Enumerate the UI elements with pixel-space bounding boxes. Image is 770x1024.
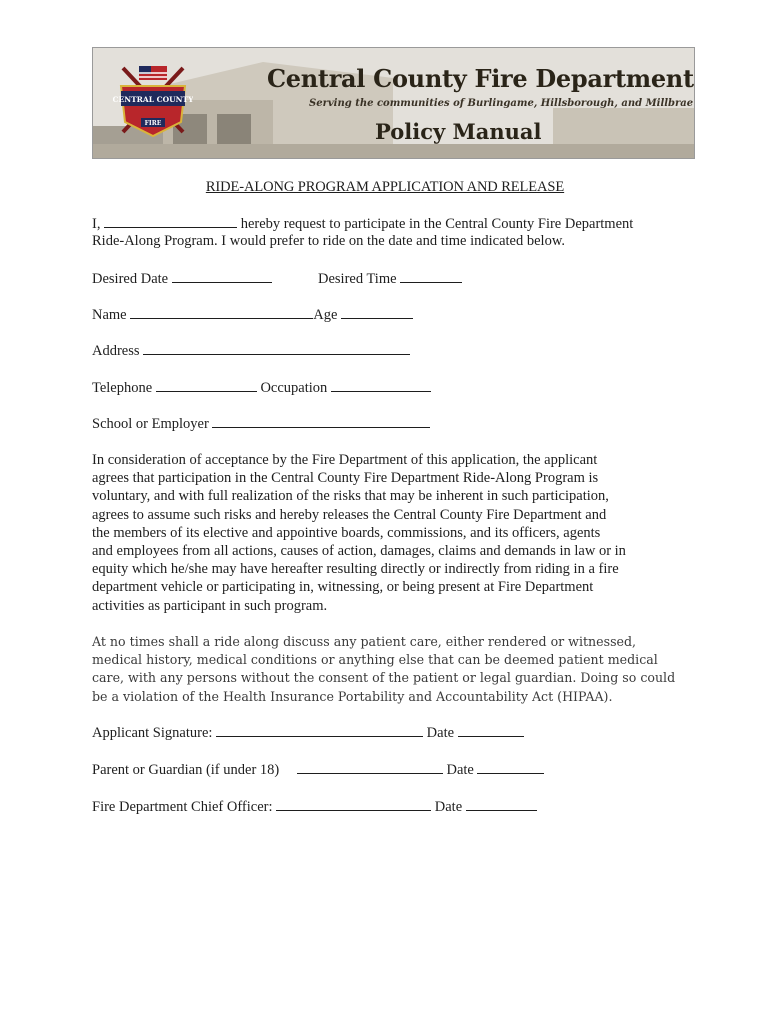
parent-signature-row — [92, 761, 544, 779]
release-line: In consideration of acceptance by the Fire Department of this application, the applicant — [92, 452, 598, 468]
desired-date-field[interactable] — [172, 270, 272, 283]
name-label: Name — [92, 307, 127, 323]
intro-prefix: I, — [92, 216, 101, 232]
address-label: Address — [92, 343, 140, 359]
chief-signature-field[interactable] — [276, 798, 431, 811]
release-line: agrees that participation in the Central County Fire Department Ride-Along Program is — [92, 470, 599, 487]
parent-label: Parent or Guardian (if under 18) — [92, 762, 280, 778]
desired-time-label: Desired Time — [318, 271, 397, 287]
release-line: equity which he/she may have hereafter resulting directly or indirectly from riding in a fire — [92, 561, 619, 578]
seal-top-text: CENTRAL COUNTY — [113, 95, 193, 104]
intro-line-1 — [92, 215, 633, 233]
age-label: Age — [313, 307, 338, 323]
occupation-field[interactable] — [331, 379, 431, 392]
header-banner — [92, 47, 695, 159]
parent-signature-field[interactable] — [297, 761, 443, 774]
release-line: activities as participant in such program. — [92, 597, 328, 614]
chief-date-field[interactable] — [466, 798, 537, 811]
address-field[interactable] — [143, 342, 410, 355]
department-name: Central County Fire Department — [267, 64, 694, 93]
hipaa-line: be a violation of the Health Insurance Portability and Accountability Act (HIPAA). — [92, 688, 613, 704]
name-field[interactable] — [130, 306, 313, 319]
school-field[interactable] — [212, 415, 430, 428]
chief-date-label: Date — [434, 799, 463, 815]
form-title: RIDE-ALONG PROGRAM APPLICATION AND RELEASE — [205, 179, 565, 195]
chief-label: Fire Department Chief Officer: — [92, 799, 273, 815]
policy-manual-heading: Policy Manual — [375, 119, 542, 144]
parent-date-label: Date — [446, 762, 474, 778]
applicant-date-field[interactable] — [458, 724, 524, 737]
applicant-name-blank[interactable] — [104, 215, 237, 228]
applicant-signature-field[interactable] — [216, 724, 423, 737]
desired-time-field[interactable] — [400, 270, 462, 283]
hipaa-line: medical history, medical conditions or anything else that can be deemed patient medical — [92, 652, 658, 668]
desired-time-row — [318, 270, 462, 288]
age-field[interactable] — [341, 306, 413, 319]
applicant-signature-label: Applicant Signature: — [92, 725, 213, 741]
school-label: School or Employer — [92, 416, 209, 432]
telephone-occupation-row — [92, 379, 431, 397]
release-line: department vehicle or participating in, witnessing, or being present at Fire Department — [92, 579, 594, 596]
intro-text-1: hereby request to participate in the Central County Fire Department — [240, 216, 634, 232]
telephone-field[interactable] — [156, 379, 257, 392]
release-line: the members of its elective and appointive boards, commissions, and its officers, agents — [92, 524, 601, 541]
intro-text-2: Ride-Along Program. I would prefer to ride on the date and time indicated below. — [92, 233, 565, 249]
release-line: and employees from all actions, causes of action, damages, claims and demands in law or in — [92, 543, 626, 560]
applicant-signature-row — [92, 724, 524, 742]
address-row — [92, 342, 410, 360]
occupation-label: Occupation — [260, 380, 328, 396]
hipaa-paragraph — [92, 633, 692, 706]
school-row — [92, 415, 430, 433]
fire-department-seal — [113, 60, 193, 140]
hipaa-line: At no times shall a ride along discuss any patient care, either rendered or witnessed, — [92, 634, 637, 649]
telephone-label: Telephone — [92, 380, 153, 396]
hipaa-line: care, with any persons without the consent of the patient or legal guardian. Doing so could — [92, 670, 676, 686]
department-subtitle: Serving the communities of Burlingame, Hillsborough, and Millbrae — [309, 98, 694, 109]
parent-date-field[interactable] — [477, 761, 544, 774]
release-paragraph — [92, 451, 692, 615]
chief-signature-row — [92, 798, 537, 816]
desired-date-row — [92, 270, 272, 288]
applicant-date-label: Date — [426, 725, 455, 741]
release-line: agrees to assume such risks and hereby releases the Central County Fire Department and — [92, 506, 607, 523]
seal-bottom-text: FIRE — [144, 120, 162, 127]
name-age-row — [92, 306, 413, 324]
desired-date-label: Desired Date — [92, 271, 169, 287]
release-line: voluntary, and with full realization of the risks that may be inherent in such participation, — [92, 488, 609, 505]
